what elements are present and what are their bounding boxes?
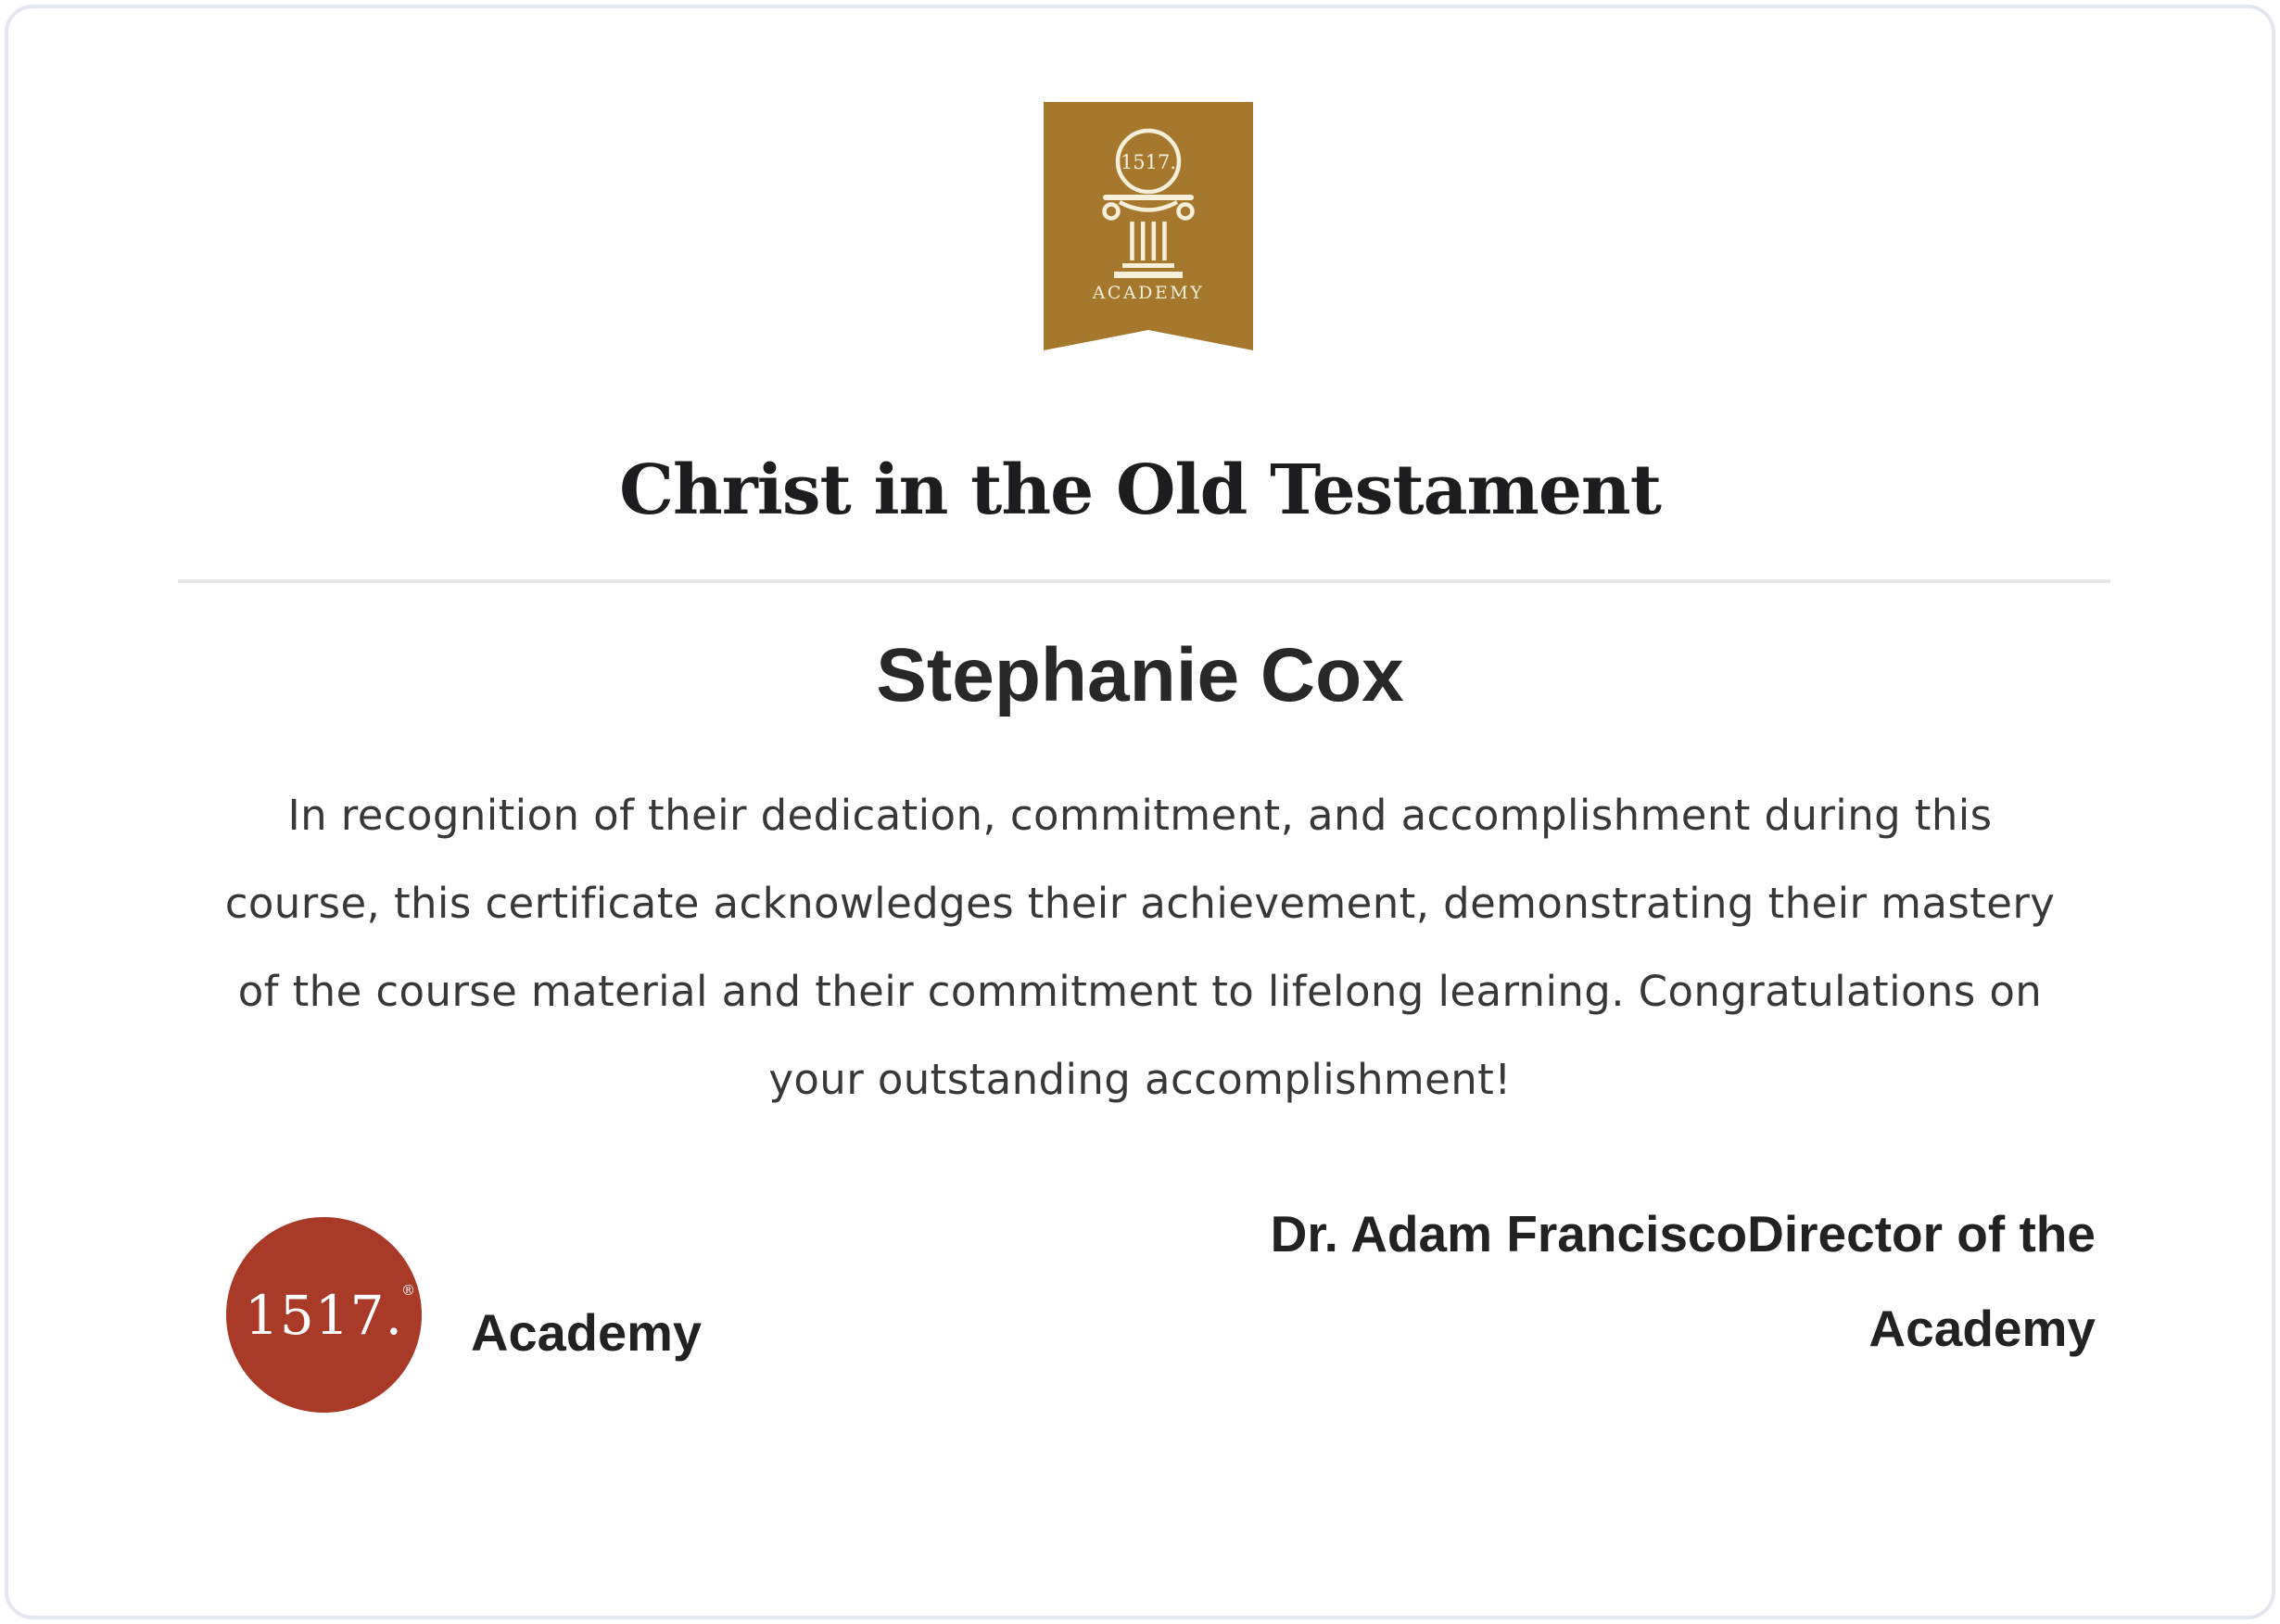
title-divider bbox=[178, 579, 2110, 583]
ribbon-academy-label: ACADEMY bbox=[1092, 283, 1205, 303]
signature-line: Dr. Adam FranciscoDirector of the bbox=[1270, 1205, 2096, 1262]
signature-block bbox=[935, 1186, 2096, 1376]
ribbon-banner-shape bbox=[1044, 102, 1253, 350]
recognition-paragraph bbox=[8, 771, 2272, 1123]
certificate-card bbox=[5, 5, 2275, 1619]
recognition-line: your outstanding accomplishment! bbox=[768, 1055, 1512, 1104]
ribbon-brand-text: 1517. bbox=[1120, 151, 1177, 173]
issuer-logo-text: 1517. ® bbox=[244, 1281, 417, 1347]
recognition-line: of the course material and their commitment to lifelong learning. Congratulations on bbox=[237, 967, 2043, 1016]
recognition-line: course, this certificate acknowledges their achievement, demonstrating their mastery bbox=[224, 879, 2056, 928]
issuer-logo-badge bbox=[226, 1217, 422, 1413]
academy-ribbon-logo bbox=[1044, 102, 1253, 350]
issuer-name: Academy bbox=[471, 1303, 703, 1362]
course-title: Christ in the Old Testament bbox=[619, 450, 1661, 530]
recognition-line: In recognition of their dedication, commitment, and accomplishment during this bbox=[287, 791, 1993, 840]
registered-mark: ® bbox=[401, 1281, 417, 1299]
recipient-name: Stephanie Cox bbox=[876, 633, 1404, 717]
signature-line: Academy bbox=[1868, 1300, 2096, 1357]
